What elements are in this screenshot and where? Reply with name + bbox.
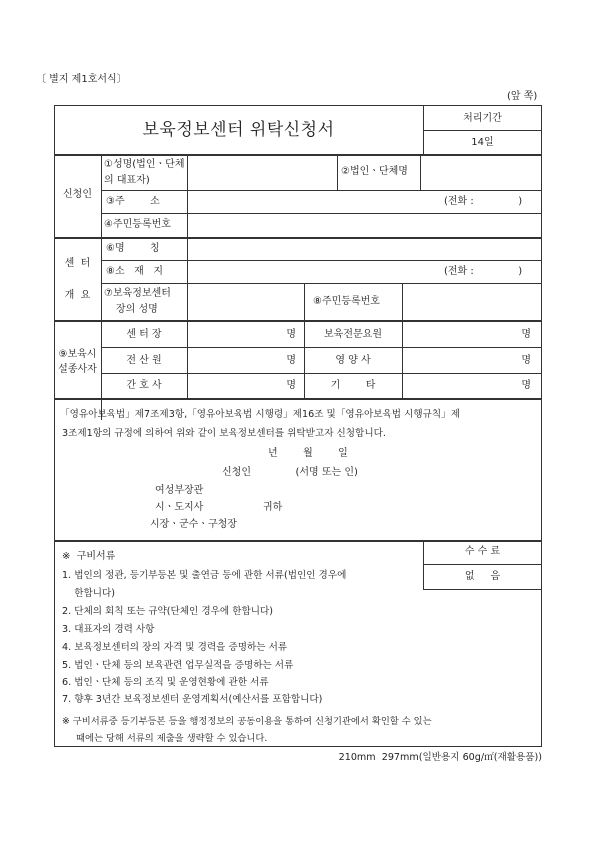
- documents-heading: ※ 구비서류: [62, 551, 116, 562]
- center-label-2: 개 요: [64, 290, 91, 301]
- staff-label-2: 설종사자: [58, 364, 97, 375]
- rep-name-label: ①성명(법인ㆍ단체의 대표자): [104, 159, 185, 186]
- document-item: 3. 대표자의 경력 사항: [62, 624, 155, 635]
- processing-label: 처리기간: [463, 113, 502, 124]
- center-location-field[interactable]: [188, 261, 438, 283]
- divider: [101, 347, 542, 348]
- address-label: ③주 소: [106, 196, 160, 207]
- statement-line-2: 3조제1항의 규정에 의하여 위와 같이 보육정보센터를 위탁받고자 신청합니다.: [62, 428, 386, 439]
- honorific: 귀하: [263, 502, 283, 513]
- form-number: 〔 별지 제1호서식〕: [36, 74, 127, 85]
- divider: [423, 589, 542, 590]
- applicant-label: 신청인: [63, 189, 92, 200]
- staff-unit: 명: [286, 355, 296, 366]
- staff-unit: 명: [286, 329, 296, 340]
- director-name-field[interactable]: [188, 284, 303, 319]
- divider: [423, 130, 542, 131]
- divider: [337, 154, 338, 190]
- statement-date: 년 월 일: [268, 448, 348, 459]
- address-field[interactable]: [188, 191, 438, 213]
- staff-unit: 명: [286, 380, 296, 391]
- document-item: 한합니다): [62, 588, 116, 599]
- center-name-label: ⑥명 칭: [106, 243, 160, 254]
- divider: [54, 320, 542, 322]
- processing-value: 14일: [471, 137, 494, 148]
- phone-label: (전화 : ): [444, 196, 523, 207]
- staff-row-label: 센 터 장: [126, 329, 162, 340]
- center-phone-label: (전화 : ): [444, 266, 523, 277]
- director-label-1: ⑦보육정보센터: [104, 288, 171, 299]
- staff-row-label: 전 산 원: [126, 355, 162, 366]
- staff-unit: 명: [521, 355, 531, 366]
- divider: [54, 540, 542, 542]
- document-item: 4. 보육정보센터의 장의 자격 및 경력을 증명하는 서류: [62, 642, 288, 653]
- divider: [54, 398, 542, 400]
- divider: [304, 283, 305, 320]
- page-title: 보육정보센터 위탁신청서: [142, 120, 335, 140]
- reg-no-field[interactable]: [188, 214, 541, 236]
- document-item: 6. 법인ㆍ단체 등의 조직 및 운영현황에 관한 서류: [62, 677, 269, 688]
- addressee-2: 시ㆍ도지사: [155, 502, 204, 513]
- staff-unit: 명: [521, 380, 531, 391]
- document-item: 7. 향후 3년간 보육정보센터 운영계획서(예산서를 포함합니다): [62, 694, 323, 705]
- document-item: 1. 법인의 정관, 등기부등본 및 출연금 등에 관한 서류(법인인 경우에: [62, 570, 347, 581]
- fee-label: 수 수 료: [464, 546, 501, 557]
- director-reg-label: ⑧주민등록번호: [313, 296, 380, 307]
- reg-no-label: ④주민등록번호: [104, 219, 171, 230]
- staff-row-label: 보육전문요원: [324, 329, 382, 340]
- addressee-3: 시장ㆍ군수ㆍ구청장: [150, 519, 237, 530]
- note-line-1: ※ 구비서류중 등기부등본 등을 행정정보의 공동이용을 통하여 신청기관에서 확인할 수 있는: [62, 716, 432, 727]
- divider: [101, 373, 542, 374]
- divider: [423, 564, 542, 565]
- center-name-field[interactable]: [188, 239, 541, 260]
- statement-signer: 신청인 (서명 또는 인): [222, 467, 358, 478]
- paper-spec: 210mm 297mm(일반용지 60g/㎡(재활용품)): [338, 752, 542, 763]
- addressee-1: 여성부장관: [155, 485, 204, 496]
- staff-row-label: 기 타: [330, 380, 376, 391]
- org-name-label: ②법인ㆍ단체명: [341, 166, 408, 177]
- director-label-2: 장의 성명: [116, 304, 158, 315]
- staff-label-1: ⑨보육시: [58, 349, 97, 360]
- center-label-1: 센 터: [64, 258, 91, 269]
- fee-value: 없 음: [464, 571, 501, 582]
- staff-row-label: 간 호 사: [126, 380, 162, 391]
- rep-name-field[interactable]: [188, 155, 336, 189]
- page-side: (앞 쪽): [507, 91, 538, 102]
- center-location-label: ⑧소 재 지: [106, 266, 164, 277]
- director-reg-field[interactable]: [403, 284, 541, 319]
- document-item: 2. 단체의 회칙 또는 규약(단체인 경우에 한합니다): [62, 606, 274, 617]
- staff-unit: 명: [521, 329, 531, 340]
- org-name-field[interactable]: [421, 155, 541, 189]
- staff-row-label: 영 양 사: [335, 355, 371, 366]
- note-line-2: 때에는 당해 서류의 제출을 생략할 수 있습니다.: [76, 733, 268, 744]
- statement-line-1: 「영유아보육법」제7조제3항,「영유아보육법 시행령」제16조 및「영유아보육법 시행규칙」제: [60, 409, 461, 420]
- document-item: 5. 법인ㆍ단체 등의 보육관련 업무실적을 증명하는 서류: [62, 660, 294, 671]
